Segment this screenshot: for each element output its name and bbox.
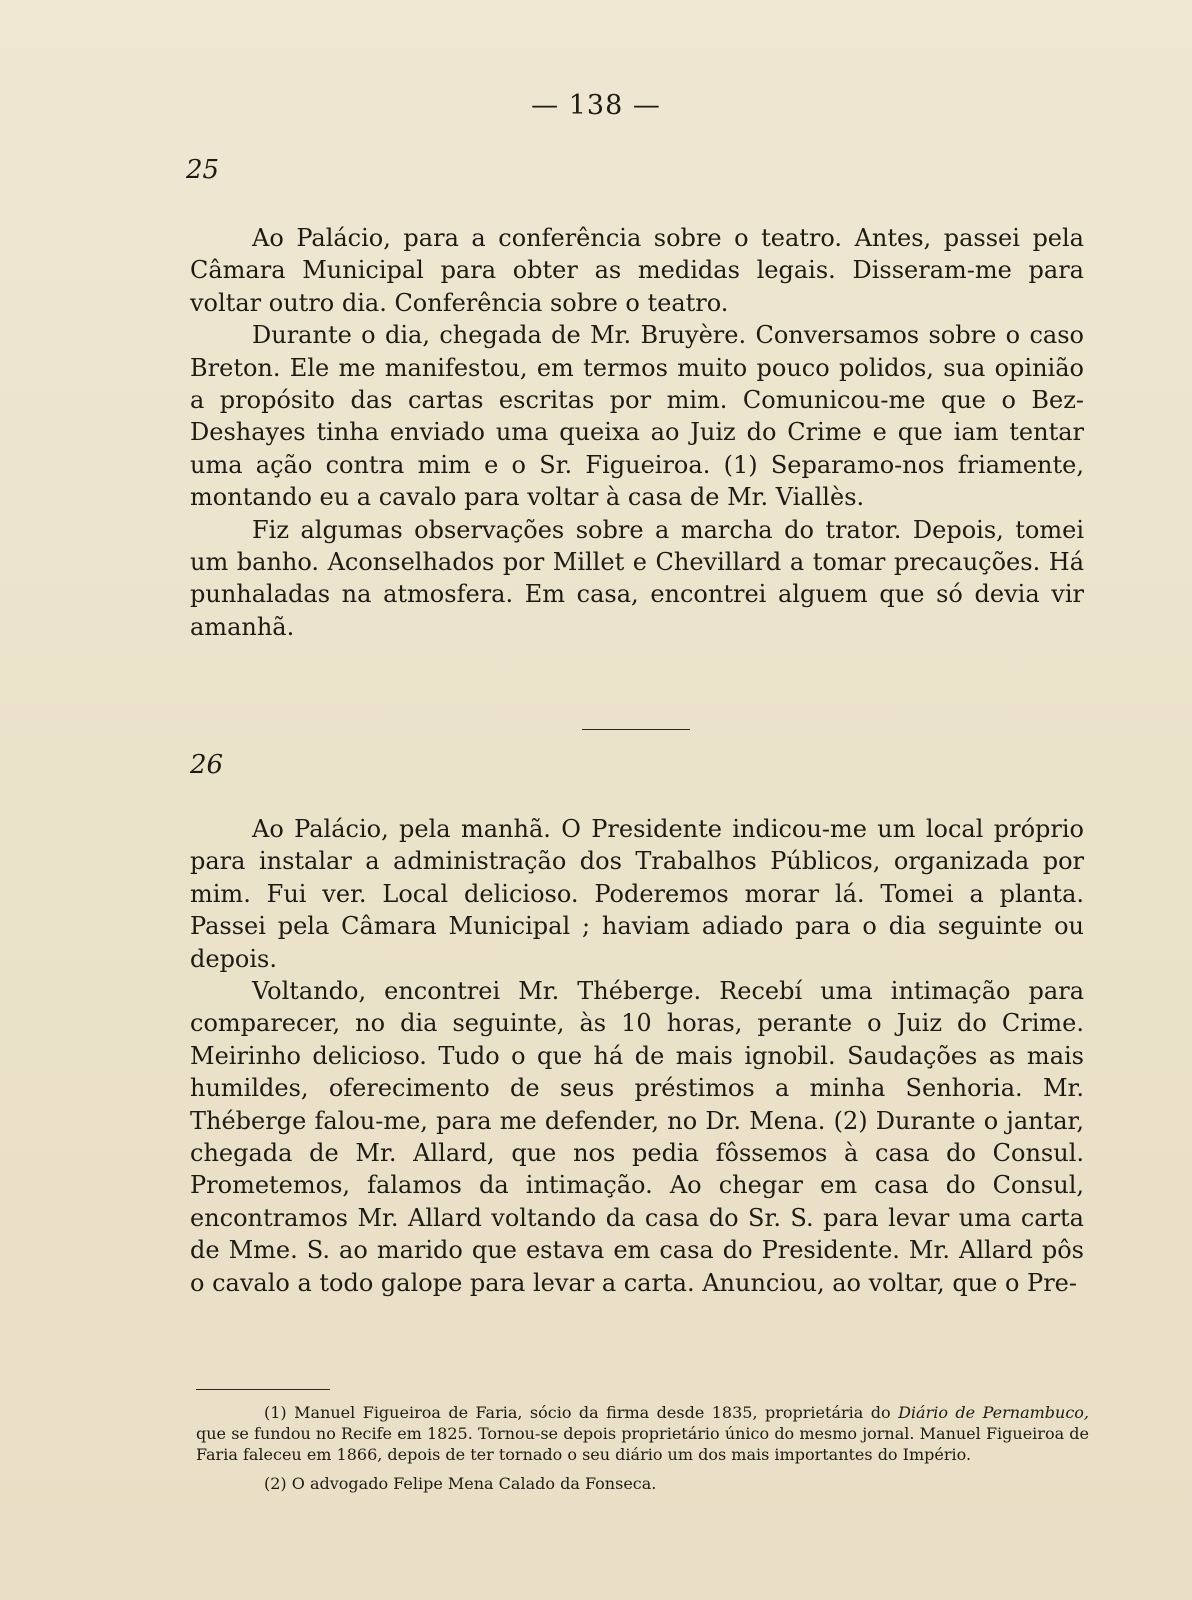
paragraph: Durante o dia, chegada de Mr. Bruyère. Conversamos sobre o caso Breton. Ele me manifestou, em termos muito pouco polidos, sua opinião a propósito das cartas escritas por mim. Comunicou-me que o Bez-Deshayes tinha enviado uma queixa ao Juiz do Crime e que iam tentar uma ação contra mim e o Sr. Figueiroa. (1) Separamo-nos friamente, montando eu a cavalo para voltar à casa de Mr. Viallès. [190, 321, 1084, 512]
page-number: — 138 — [531, 90, 661, 121]
paragraph: Fiz algumas observações sobre a marcha do trator. Depois, tomei um banho. Aconselhados por Millet e Chevillard a tomar precauções. Há punhaladas na atmosfera. Em casa, encontrei alguem que só devia vir amanhã. [190, 515, 1084, 641]
footnote-1 [196, 1402, 1089, 1465]
footnote-text: Manuel Figueiroa de Faria, sócio da firma desde 1835, proprietária do [294, 1403, 891, 1422]
footnote-2 [196, 1473, 1089, 1494]
footnote-rule [196, 1389, 330, 1390]
footnotes [196, 1402, 1089, 1494]
entry-number-26: 26 [190, 750, 224, 780]
newspaper-title: Diário de Pernambuco, [898, 1403, 1090, 1422]
paragraph: Ao Palácio, pela manhã. O Presidente indicou-me um local próprio para instalar a administração dos Trabalhos Públicos, organizada por mim. Fui ver. Local delicioso. Poderemos morar lá. Tomei a planta. Passei pela Câmara Municipal ; haviam adiado para o dia seguinte ou depois. [190, 815, 1084, 973]
footnote-text: que se fundou no Recife em 1825. Tornou-se depois proprietário único do mesmo jornal. Manuel Figueiroa de Faria faleceu em 1866, depois de ter tornado o seu diário um dos mais importantes do Império. [196, 1424, 1089, 1464]
footnote-marker: (2) [264, 1474, 287, 1493]
paragraph: Ao Palácio, para a conferência sobre o teatro. Antes, passei pela Câmara Municipal para obter as medidas legais. Disseram-me para voltar outro dia. Conferência sobre o teatro. [190, 224, 1084, 317]
footnote-marker: (1) [264, 1403, 287, 1422]
entry-26-text [190, 813, 1084, 1299]
entry-25-text [190, 222, 1084, 643]
section-separator [582, 729, 690, 730]
entry-number-25: 25 [186, 155, 220, 185]
paragraph: Voltando, encontrei Mr. Théberge. Recebí uma intimação para comparecer, no dia seguinte, às 10 horas, perante o Juiz do Crime. Meirinho delicioso. Tudo o que há de mais ignobil. Saudações as mais humildes, oferecimento de seus préstimos a minha Senhoria. Mr. Théberge falou-me, para me defender, no Dr. Mena. (2) Durante o jantar, chegada de Mr. Allard, que nos pedia fôssemos à casa do Consul. Prometemos, falamos da intimação. Ao chegar em casa do Consul, encontramos Mr. Allard voltando da casa do Sr. S. para levar uma carta de Mme. S. ao marido que estava em casa do Presidente. Mr. Allard pôs o cavalo a todo galope para levar a carta. Anunciou, ao voltar, que o Pre- [190, 977, 1084, 1297]
footnote-text: O advogado Felipe Mena Calado da Fonseca. [291, 1474, 657, 1493]
